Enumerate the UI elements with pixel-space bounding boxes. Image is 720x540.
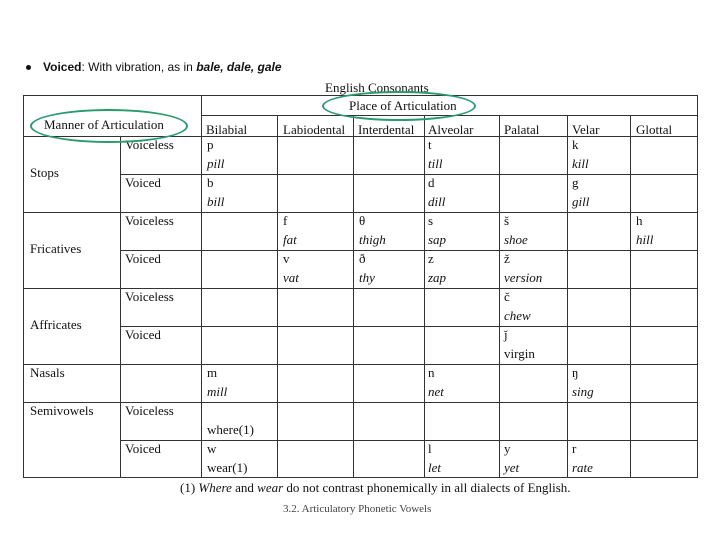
bullet-line [26,60,282,74]
consonant-cell: v vat [283,251,299,285]
voicing-label: Voiceless [125,403,174,418]
consonant-cell: ð thy [359,251,375,285]
consonant-cell: š shoe [504,213,528,247]
manner-fricatives: Fricatives [30,241,82,256]
consonant-cell: w wear(1) [207,441,248,475]
manner-semivowels: Semivowels [30,403,94,418]
voicing-label: Voiceless [125,137,174,152]
consonant-cell: y yet [504,441,520,475]
row-divider [120,326,698,327]
column-divider [120,136,121,478]
row-divider [120,250,698,251]
column-header-labiodental: Labiodental [283,122,346,137]
manner-affricates: Affricates [30,317,82,332]
bullet-label: Voiced [43,60,82,74]
column-header-alveolar: Alveolar [428,122,474,137]
consonant-cell: f fat [283,213,297,247]
consonant-cell: ŋ sing [572,365,594,399]
voicing-label: Voiced [125,441,161,456]
consonant-cell: h hill [636,213,654,247]
consonant-cell: θ thigh [359,213,386,247]
consonant-cell: d dill [428,175,446,209]
consonant-cell: t till [428,137,443,171]
column-header-velar: Velar [572,122,600,137]
voicing-label: Voiced [125,175,161,190]
consonant-cell: where(1) [207,421,254,437]
bullet-text: : With vibration, as in [81,60,197,74]
consonant-cell: p pill [207,137,225,171]
consonant-cell: k kill [572,137,589,171]
consonant-cell: m mill [207,365,228,399]
consonant-cell: n net [428,365,444,399]
consonant-cell: b bill [207,175,225,209]
voicing-label: Voiced [125,327,161,342]
column-divider [567,115,568,478]
column-header-interdental: Interdental [358,122,415,137]
column-divider [201,96,202,478]
highlight-ellipse-place [322,91,476,121]
consonant-cell: ǰ virgin [504,327,535,361]
voicing-label: Voiceless [125,213,174,228]
footnote: (1) Where and wear do not contrast phonemically in all dialects of English. [180,480,571,495]
column-divider [277,115,278,478]
row-divider [24,364,698,365]
table-title: English Consonants [325,80,429,95]
consonant-cell: s sap [428,213,447,247]
consonant-cell: r rate [572,441,593,475]
column-header-palatal: Palatal [504,122,540,137]
place-of-articulation-header: Place of Articulation [349,98,457,113]
highlight-ellipse-manner [30,109,188,143]
voicing-label: Voiceless [125,289,174,304]
consonant-cell: l let [428,441,441,475]
column-header-bilabial: Bilabial [206,122,248,137]
bullet-dot [26,65,31,70]
bullet-examples: bale, dale, gale [196,60,282,74]
column-divider [499,115,500,478]
consonant-cell: g gill [572,175,590,209]
voicing-label: Voiced [125,251,161,266]
manner-nasals: Nasals [30,365,65,380]
consonant-cell: č chew [504,289,531,323]
consonant-cell: ž version [504,251,543,285]
column-header-glottal: Glottal [636,122,673,137]
column-divider [630,115,631,478]
manner-stops: Stops [30,165,59,180]
consonant-cell: z zap [428,251,447,285]
cut-off-heading: 3.2. Articulatory Phonetic Vowels [283,503,432,515]
column-divider [424,115,425,478]
column-divider [353,115,354,478]
manner-of-articulation-header: Manner of Articulation [44,117,164,132]
